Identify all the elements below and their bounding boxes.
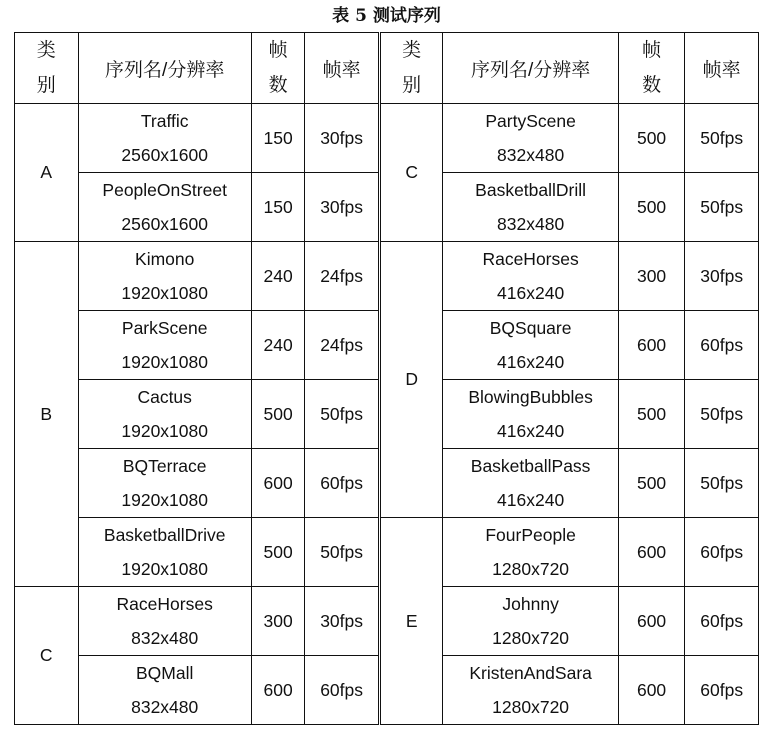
header-frames: 帧 数	[251, 33, 304, 104]
left-sequence-cell	[78, 104, 251, 173]
sequence-name: BQMall	[136, 663, 194, 683]
right-frames-cell: 500	[618, 449, 685, 518]
right-category-cell: E	[379, 518, 443, 725]
left-frames-cell: 240	[251, 311, 304, 380]
sequence-resolution: 1920x1080	[121, 490, 208, 510]
sequence-name: Kimono	[135, 249, 195, 269]
right-sequence-cell	[443, 380, 618, 449]
sequence-name: PartyScene	[485, 111, 576, 131]
left-sequence-cell	[78, 449, 251, 518]
right-frames-cell: 500	[618, 380, 685, 449]
header-row	[15, 33, 759, 104]
sequence-name: BQSquare	[489, 318, 572, 338]
right-sequence-cell	[443, 104, 618, 173]
right-rate-cell: 60fps	[685, 587, 759, 656]
header-frames-right: 帧 数	[618, 33, 685, 104]
left-rate-cell: 60fps	[305, 656, 380, 725]
left-rate-cell: 24fps	[305, 242, 380, 311]
right-sequence-cell	[443, 311, 618, 380]
right-rate-cell: 50fps	[685, 104, 759, 173]
header-category-right: 类 别	[379, 33, 443, 104]
sequence-name: Traffic	[140, 111, 189, 131]
left-rate-cell: 50fps	[305, 380, 380, 449]
right-sequence-cell	[443, 242, 618, 311]
left-category-cell: A	[15, 104, 79, 242]
right-sequence-cell	[443, 449, 618, 518]
right-sequence-cell	[443, 173, 618, 242]
left-rate-cell: 50fps	[305, 518, 380, 587]
left-frames-cell: 240	[251, 242, 304, 311]
sequence-resolution: 416x240	[497, 421, 565, 441]
left-sequence-cell	[78, 518, 251, 587]
sequence-name: Johnny	[502, 594, 559, 614]
sequence-name: PeopleOnStreet	[102, 180, 227, 200]
right-sequence-cell	[443, 587, 618, 656]
header-sequence-right: 序列名/分辨率	[443, 33, 618, 104]
sequence-name: BasketballDrill	[475, 180, 587, 200]
sequence-resolution: 1920x1080	[121, 283, 208, 303]
right-frames-cell: 500	[618, 173, 685, 242]
left-frames-cell: 150	[251, 104, 304, 173]
right-sequence-cell	[443, 518, 618, 587]
sequence-resolution: 1280x720	[492, 628, 570, 648]
sequence-resolution: 2560x1600	[121, 145, 208, 165]
left-rate-cell: 30fps	[305, 173, 380, 242]
sequence-name: ParkScene	[121, 318, 208, 338]
right-frames-cell: 600	[618, 587, 685, 656]
left-frames-cell: 600	[251, 449, 304, 518]
right-rate-cell: 50fps	[685, 449, 759, 518]
sequence-name: BlowingBubbles	[468, 387, 593, 407]
sequence-name: RaceHorses	[116, 594, 213, 614]
table-row	[15, 518, 759, 587]
right-category-cell: C	[379, 104, 443, 242]
left-frames-cell: 150	[251, 173, 304, 242]
sequence-resolution: 832x480	[131, 697, 199, 717]
sequence-resolution: 2560x1600	[121, 214, 208, 234]
left-category-cell: B	[15, 242, 79, 587]
table-row	[15, 104, 759, 173]
right-rate-cell: 60fps	[685, 311, 759, 380]
table-row	[15, 242, 759, 311]
sequence-resolution: 1920x1080	[121, 559, 208, 579]
left-frames-cell: 300	[251, 587, 304, 656]
left-rate-cell: 30fps	[305, 104, 380, 173]
right-frames-cell: 600	[618, 656, 685, 725]
sequence-resolution: 416x240	[497, 283, 565, 303]
left-sequence-cell	[78, 242, 251, 311]
sequence-resolution: 832x480	[497, 214, 565, 234]
test-sequence-table	[14, 32, 759, 725]
sequence-name: BQTerrace	[122, 456, 207, 476]
right-frames-cell: 600	[618, 518, 685, 587]
right-rate-cell: 50fps	[685, 173, 759, 242]
right-frames-cell: 500	[618, 104, 685, 173]
sequence-name: RaceHorses	[482, 249, 579, 269]
sequence-resolution: 1280x720	[492, 697, 570, 717]
header-rate-right: 帧率	[685, 33, 759, 104]
sequence-name: Cactus	[137, 387, 192, 407]
sequence-resolution: 832x480	[497, 145, 565, 165]
sequence-name: BasketballDrive	[103, 525, 226, 545]
left-category-cell: C	[15, 587, 79, 725]
right-sequence-cell	[443, 656, 618, 725]
sequence-resolution: 832x480	[131, 628, 199, 648]
sequence-name: BasketballPass	[470, 456, 591, 476]
right-rate-cell: 60fps	[685, 518, 759, 587]
left-sequence-cell	[78, 587, 251, 656]
sequence-name: KristenAndSara	[469, 663, 592, 683]
right-frames-cell: 600	[618, 311, 685, 380]
sequence-resolution: 416x240	[497, 490, 565, 510]
sequence-name: FourPeople	[485, 525, 576, 545]
left-sequence-cell	[78, 311, 251, 380]
right-frames-cell: 300	[618, 242, 685, 311]
left-sequence-cell	[78, 656, 251, 725]
header-rate: 帧率	[305, 33, 380, 104]
sequence-resolution: 1920x1080	[121, 421, 208, 441]
header-category: 类 别	[15, 33, 79, 104]
table-caption: 表 5 测试序列	[332, 6, 441, 26]
right-category-cell: D	[379, 242, 443, 518]
right-rate-cell: 60fps	[685, 656, 759, 725]
left-rate-cell: 30fps	[305, 587, 380, 656]
sequence-resolution: 1920x1080	[121, 352, 208, 372]
sequence-resolution: 416x240	[497, 352, 565, 372]
left-rate-cell: 60fps	[305, 449, 380, 518]
left-frames-cell: 500	[251, 380, 304, 449]
right-rate-cell: 50fps	[685, 380, 759, 449]
left-frames-cell: 500	[251, 518, 304, 587]
left-rate-cell: 24fps	[305, 311, 380, 380]
left-sequence-cell	[78, 380, 251, 449]
header-sequence: 序列名/分辨率	[78, 33, 251, 104]
left-frames-cell: 600	[251, 656, 304, 725]
sequence-resolution: 1280x720	[492, 559, 570, 579]
right-rate-cell: 30fps	[685, 242, 759, 311]
left-sequence-cell	[78, 173, 251, 242]
